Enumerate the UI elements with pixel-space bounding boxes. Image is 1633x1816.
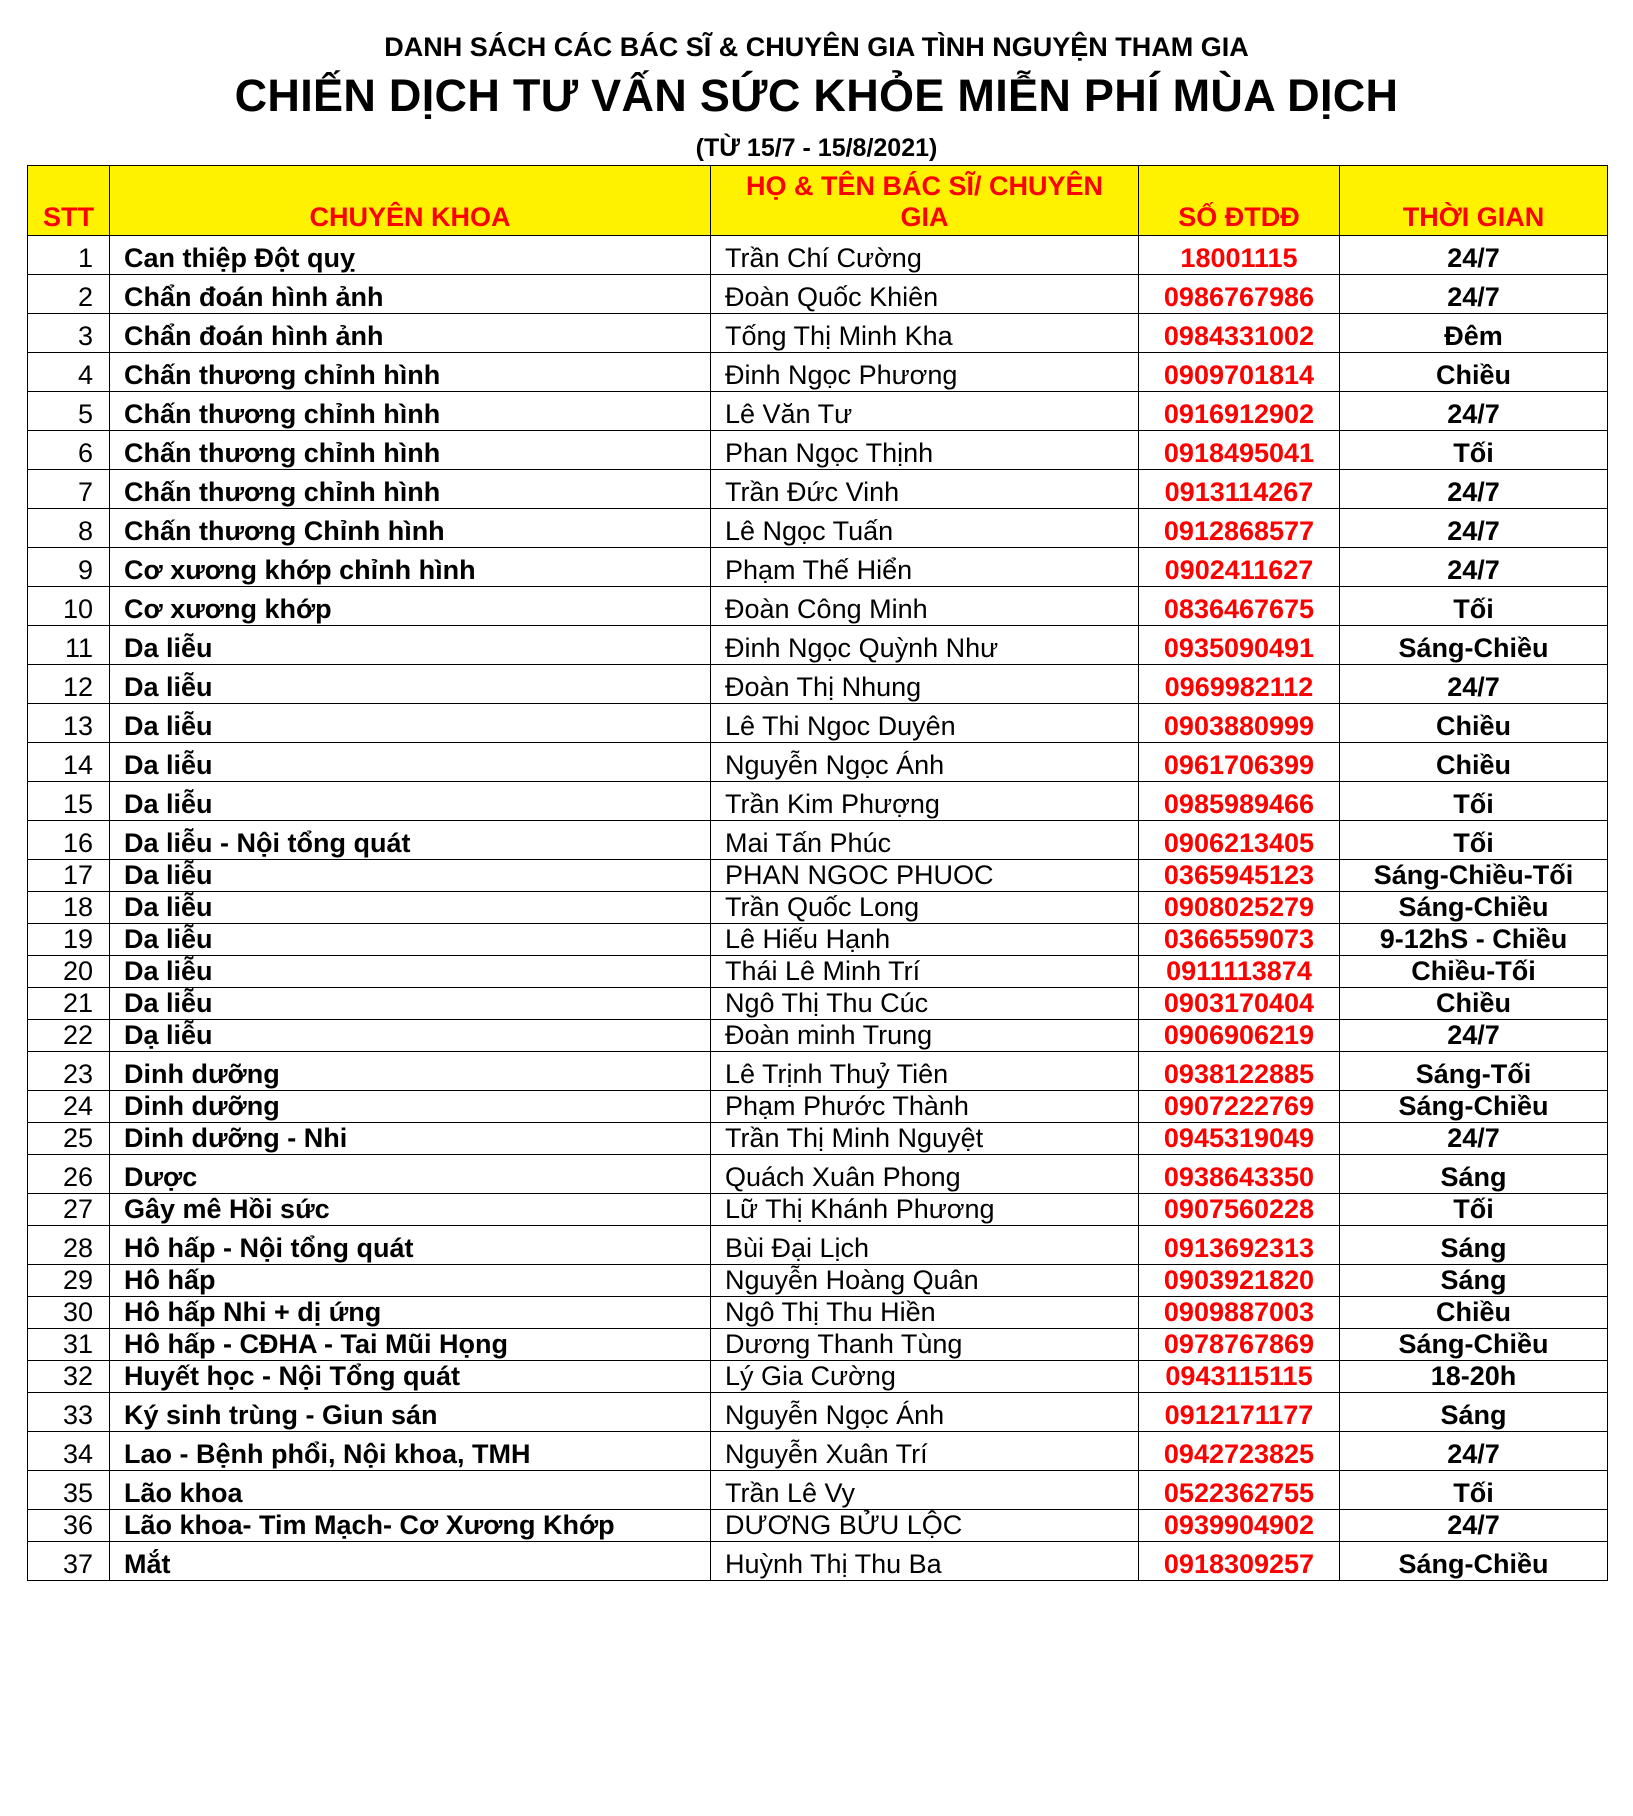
row-stt: 4	[28, 353, 110, 392]
row-stt: 33	[28, 1393, 110, 1432]
row-specialty: Cơ xương khớp chỉnh hình	[110, 548, 711, 587]
row-stt: 31	[28, 1329, 110, 1361]
table-row	[28, 704, 1608, 743]
row-time: Đêm	[1340, 314, 1608, 353]
document-title-main: CHIẾN DỊCH TƯ VẤN SỨC KHỎE MIỄN PHÍ MÙA DỊCH	[234, 70, 1399, 121]
row-phone: 0913114267	[1139, 470, 1340, 509]
table-row	[28, 924, 1608, 956]
table-row	[28, 236, 1608, 275]
table-row	[28, 1432, 1608, 1471]
row-specialty: Mắt	[110, 1542, 711, 1581]
row-phone: 0903170404	[1139, 988, 1340, 1020]
row-stt: 25	[28, 1123, 110, 1155]
row-stt: 19	[28, 924, 110, 956]
row-doctor-name: Huỳnh Thị Thu Ba	[711, 1542, 1139, 1581]
row-doctor-name: Nguyễn Xuân Trí	[711, 1432, 1139, 1471]
row-time: Chiều	[1340, 743, 1608, 782]
row-stt: 34	[28, 1432, 110, 1471]
row-time: 24/7	[1340, 665, 1608, 704]
row-stt: 23	[28, 1052, 110, 1091]
row-time: 24/7	[1340, 548, 1608, 587]
column-header-phone: SỐ ĐTDĐ	[1139, 166, 1340, 236]
row-time: Tối	[1340, 1194, 1608, 1226]
row-doctor-name: Đinh Ngọc Quỳnh Như	[711, 626, 1139, 665]
row-doctor-name: Lê Hiếu Hạnh	[711, 924, 1139, 956]
row-phone: 0938122885	[1139, 1052, 1340, 1091]
row-doctor-name: Thái Lê Minh Trí	[711, 956, 1139, 988]
table-row	[28, 743, 1608, 782]
table-row	[28, 1471, 1608, 1510]
table-row	[28, 626, 1608, 665]
row-phone: 0978767869	[1139, 1329, 1340, 1361]
row-phone: 0985989466	[1139, 782, 1340, 821]
row-specialty: Ký sinh trùng - Giun sán	[110, 1393, 711, 1432]
row-phone: 0903921820	[1139, 1265, 1340, 1297]
row-stt: 13	[28, 704, 110, 743]
row-specialty: Lão khoa- Tim Mạch- Cơ Xương Khớp	[110, 1510, 711, 1542]
row-stt: 30	[28, 1297, 110, 1329]
row-stt: 18	[28, 892, 110, 924]
row-time: 9-12hS - Chiều	[1340, 924, 1608, 956]
row-stt: 3	[28, 314, 110, 353]
row-stt: 9	[28, 548, 110, 587]
table-body	[28, 236, 1608, 1581]
row-specialty: Da liễu	[110, 665, 711, 704]
table-row	[28, 431, 1608, 470]
row-specialty: Da liễu	[110, 892, 711, 924]
document-date-range: (TỪ 15/7 - 15/8/2021)	[695, 134, 938, 162]
row-phone: 0938643350	[1139, 1155, 1340, 1194]
table-row	[28, 1226, 1608, 1265]
row-stt: 28	[28, 1226, 110, 1265]
column-header-time: THỜI GIAN	[1340, 166, 1608, 236]
row-stt: 7	[28, 470, 110, 509]
row-phone: 0365945123	[1139, 860, 1340, 892]
row-doctor-name: Bùi Đại Lịch	[711, 1226, 1139, 1265]
row-time: 24/7	[1340, 392, 1608, 431]
row-doctor-name: Nguyễn Ngọc Ánh	[711, 1393, 1139, 1432]
row-stt: 32	[28, 1361, 110, 1393]
row-stt: 20	[28, 956, 110, 988]
row-time: Sáng	[1340, 1155, 1608, 1194]
table-row	[28, 1020, 1608, 1052]
row-doctor-name: Nguyễn Ngọc Ánh	[711, 743, 1139, 782]
row-time: Sáng	[1340, 1393, 1608, 1432]
row-time: Chiều	[1340, 1297, 1608, 1329]
row-stt: 14	[28, 743, 110, 782]
row-time: Sáng-Chiều	[1340, 1329, 1608, 1361]
row-stt: 10	[28, 587, 110, 626]
row-specialty: Chấn thương chỉnh hình	[110, 353, 711, 392]
row-specialty: Hô hấp - Nội tổng quát	[110, 1226, 711, 1265]
row-time: Sáng-Chiều	[1340, 1542, 1608, 1581]
row-time: Sáng-Chiều	[1340, 1091, 1608, 1123]
row-phone: 0908025279	[1139, 892, 1340, 924]
row-doctor-name: Quách Xuân Phong	[711, 1155, 1139, 1194]
row-specialty: Lão khoa	[110, 1471, 711, 1510]
table-header-row	[28, 166, 1608, 236]
row-phone: 0913692313	[1139, 1226, 1340, 1265]
row-time: Sáng-Chiều-Tối	[1340, 860, 1608, 892]
table-row	[28, 782, 1608, 821]
row-specialty: Da liễu	[110, 782, 711, 821]
table-row	[28, 1052, 1608, 1091]
row-time: Tối	[1340, 821, 1608, 860]
row-phone: 0942723825	[1139, 1432, 1340, 1471]
row-stt: 16	[28, 821, 110, 860]
row-time: Chiều	[1340, 704, 1608, 743]
row-doctor-name: Lữ Thị Khánh Phương	[711, 1194, 1139, 1226]
row-time: 24/7	[1340, 1020, 1608, 1052]
column-header-stt: STT	[28, 166, 110, 236]
row-specialty: Da liễu	[110, 988, 711, 1020]
row-stt: 2	[28, 275, 110, 314]
row-specialty: Da liễu	[110, 704, 711, 743]
row-time: Sáng-Tối	[1340, 1052, 1608, 1091]
table-row	[28, 548, 1608, 587]
row-time: Chiều	[1340, 988, 1608, 1020]
row-specialty: Da liễu	[110, 626, 711, 665]
row-stt: 27	[28, 1194, 110, 1226]
row-phone: 0907560228	[1139, 1194, 1340, 1226]
row-phone: 0918495041	[1139, 431, 1340, 470]
row-phone: 0836467675	[1139, 587, 1340, 626]
row-stt: 6	[28, 431, 110, 470]
table-row	[28, 1155, 1608, 1194]
row-specialty: Dinh dưỡng - Nhi	[110, 1123, 711, 1155]
row-doctor-name: Trần Đức Vinh	[711, 470, 1139, 509]
row-doctor-name: Đoàn Quốc Khiên	[711, 275, 1139, 314]
row-stt: 29	[28, 1265, 110, 1297]
row-phone: 0909701814	[1139, 353, 1340, 392]
row-doctor-name: Lý Gia Cường	[711, 1361, 1139, 1393]
row-doctor-name: DƯƠNG BỬU LỘC	[711, 1510, 1139, 1542]
table-row	[28, 1123, 1608, 1155]
row-stt: 15	[28, 782, 110, 821]
row-time: Chiều-Tối	[1340, 956, 1608, 988]
row-specialty: Hô hấp	[110, 1265, 711, 1297]
row-stt: 1	[28, 236, 110, 275]
row-phone: 0912171177	[1139, 1393, 1340, 1432]
row-doctor-name: Trần Kim Phượng	[711, 782, 1139, 821]
row-doctor-name: Tống Thị Minh Kha	[711, 314, 1139, 353]
row-time: Tối	[1340, 782, 1608, 821]
row-specialty: Gây mê Hồi sức	[110, 1194, 711, 1226]
row-specialty: Da liễu - Nội tổng quát	[110, 821, 711, 860]
row-time: Tối	[1340, 1471, 1608, 1510]
row-time: Chiều	[1340, 353, 1608, 392]
row-phone: 0902411627	[1139, 548, 1340, 587]
row-phone: 0522362755	[1139, 1471, 1340, 1510]
row-stt: 24	[28, 1091, 110, 1123]
row-doctor-name: Lê Thi Ngoc Duyên	[711, 704, 1139, 743]
table-row	[28, 1265, 1608, 1297]
row-specialty: Chẩn đoán hình ảnh	[110, 314, 711, 353]
table-row	[28, 1361, 1608, 1393]
row-stt: 8	[28, 509, 110, 548]
row-specialty: Hô hấp Nhi + dị ứng	[110, 1297, 711, 1329]
row-phone: 0916912902	[1139, 392, 1340, 431]
row-phone: 0918309257	[1139, 1542, 1340, 1581]
row-specialty: Da liễu	[110, 743, 711, 782]
table-row	[28, 1194, 1608, 1226]
row-specialty: Dạ liễu	[110, 1020, 711, 1052]
table-row	[28, 509, 1608, 548]
row-stt: 12	[28, 665, 110, 704]
row-doctor-name: Phạm Thế Hiển	[711, 548, 1139, 587]
row-phone: 0986767986	[1139, 275, 1340, 314]
row-specialty: Dinh dưỡng	[110, 1052, 711, 1091]
row-phone: 0961706399	[1139, 743, 1340, 782]
row-doctor-name: Lê Văn Tư	[711, 392, 1139, 431]
row-doctor-name: Trần Lê Vy	[711, 1471, 1139, 1510]
table-row	[28, 665, 1608, 704]
row-time: 18-20h	[1340, 1361, 1608, 1393]
row-time: 24/7	[1340, 509, 1608, 548]
row-phone: 0969982112	[1139, 665, 1340, 704]
row-time: 24/7	[1340, 275, 1608, 314]
row-time: 24/7	[1340, 1510, 1608, 1542]
column-header-specialty: CHUYÊN KHOA	[110, 166, 711, 236]
row-doctor-name: Trần Quốc Long	[711, 892, 1139, 924]
row-stt: 17	[28, 860, 110, 892]
row-doctor-name: PHAN NGOC PHUOC	[711, 860, 1139, 892]
row-doctor-name: Đoàn Thị Nhung	[711, 665, 1139, 704]
row-phone: 0903880999	[1139, 704, 1340, 743]
table-row	[28, 1091, 1608, 1123]
row-time: 24/7	[1340, 236, 1608, 275]
table-row	[28, 314, 1608, 353]
row-time: Tối	[1340, 587, 1608, 626]
row-specialty: Chẩn đoán hình ảnh	[110, 275, 711, 314]
row-phone: 0366559073	[1139, 924, 1340, 956]
row-stt: 21	[28, 988, 110, 1020]
row-doctor-name: Phạm Phước Thành	[711, 1091, 1139, 1123]
row-specialty: Da liễu	[110, 956, 711, 988]
row-phone: 0943115115	[1139, 1361, 1340, 1393]
row-stt: 36	[28, 1510, 110, 1542]
row-specialty: Chấn thương chỉnh hình	[110, 431, 711, 470]
row-doctor-name: Lê Trịnh Thuỷ Tiên	[711, 1052, 1139, 1091]
row-phone: 0939904902	[1139, 1510, 1340, 1542]
table-row	[28, 956, 1608, 988]
row-specialty: Dinh dưỡng	[110, 1091, 711, 1123]
row-time: Sáng	[1340, 1226, 1608, 1265]
row-doctor-name: Đoàn Công Minh	[711, 587, 1139, 626]
table-row	[28, 860, 1608, 892]
row-time: Tối	[1340, 431, 1608, 470]
table-row	[28, 821, 1608, 860]
row-stt: 26	[28, 1155, 110, 1194]
row-doctor-name: Trần Chí Cường	[711, 236, 1139, 275]
document-title-line1: DANH SÁCH CÁC BÁC SĨ & CHUYÊN GIA TÌNH NGUYỆN THAM GIA	[384, 32, 1249, 62]
row-phone: 0984331002	[1139, 314, 1340, 353]
table-row	[28, 1329, 1608, 1361]
row-doctor-name: Đinh Ngọc Phương	[711, 353, 1139, 392]
row-stt: 5	[28, 392, 110, 431]
table-row	[28, 1297, 1608, 1329]
row-doctor-name: Lê Ngọc Tuấn	[711, 509, 1139, 548]
row-time: Sáng-Chiều	[1340, 892, 1608, 924]
row-specialty: Chấn thương chỉnh hình	[110, 470, 711, 509]
row-phone: 0912868577	[1139, 509, 1340, 548]
row-doctor-name: Trần Thị Minh Nguyệt	[711, 1123, 1139, 1155]
row-stt: 35	[28, 1471, 110, 1510]
table-row	[28, 988, 1608, 1020]
row-time: 24/7	[1340, 470, 1608, 509]
volunteer-doctors-table	[27, 165, 1608, 1581]
row-phone: 18001115	[1139, 236, 1340, 275]
row-stt: 11	[28, 626, 110, 665]
row-doctor-name: Phan Ngọc Thịnh	[711, 431, 1139, 470]
row-phone: 0945319049	[1139, 1123, 1340, 1155]
table-row	[28, 1510, 1608, 1542]
row-specialty: Chấn thương chỉnh hình	[110, 392, 711, 431]
table-row	[28, 353, 1608, 392]
row-specialty: Chấn thương Chỉnh hình	[110, 509, 711, 548]
row-doctor-name: Ngô Thị Thu Cúc	[711, 988, 1139, 1020]
row-phone: 0911113874	[1139, 956, 1340, 988]
row-doctor-name: Mai Tấn Phúc	[711, 821, 1139, 860]
table-row	[28, 1393, 1608, 1432]
row-specialty: Lao - Bệnh phổi, Nội khoa, TMH	[110, 1432, 711, 1471]
table-row	[28, 1542, 1608, 1581]
row-phone: 0906213405	[1139, 821, 1340, 860]
row-specialty: Cơ xương khớp	[110, 587, 711, 626]
row-specialty: Can thiệp Đột quỵ	[110, 236, 711, 275]
table-row	[28, 470, 1608, 509]
row-doctor-name: Ngô Thị Thu Hiền	[711, 1297, 1139, 1329]
row-time: Sáng	[1340, 1265, 1608, 1297]
row-time: 24/7	[1340, 1123, 1608, 1155]
row-time: Sáng-Chiều	[1340, 626, 1608, 665]
table-row	[28, 275, 1608, 314]
row-specialty: Hô hấp - CĐHA - Tai Mũi Họng	[110, 1329, 711, 1361]
row-phone: 0906906219	[1139, 1020, 1340, 1052]
row-phone: 0907222769	[1139, 1091, 1340, 1123]
row-doctor-name: Nguyễn Hoàng Quân	[711, 1265, 1139, 1297]
row-phone: 0909887003	[1139, 1297, 1340, 1329]
row-specialty: Da liễu	[110, 924, 711, 956]
row-phone: 0935090491	[1139, 626, 1340, 665]
row-specialty: Dược	[110, 1155, 711, 1194]
table-row	[28, 392, 1608, 431]
row-specialty: Da liễu	[110, 860, 711, 892]
row-doctor-name: Dương Thanh Tùng	[711, 1329, 1139, 1361]
table-row	[28, 892, 1608, 924]
row-specialty: Huyết học - Nội Tổng quát	[110, 1361, 711, 1393]
row-time: 24/7	[1340, 1432, 1608, 1471]
row-doctor-name: Đoàn minh Trung	[711, 1020, 1139, 1052]
table-row	[28, 587, 1608, 626]
row-stt: 22	[28, 1020, 110, 1052]
column-header-name: HỌ & TÊN BÁC SĨ/ CHUYÊN GIA	[711, 166, 1139, 236]
row-stt: 37	[28, 1542, 110, 1581]
